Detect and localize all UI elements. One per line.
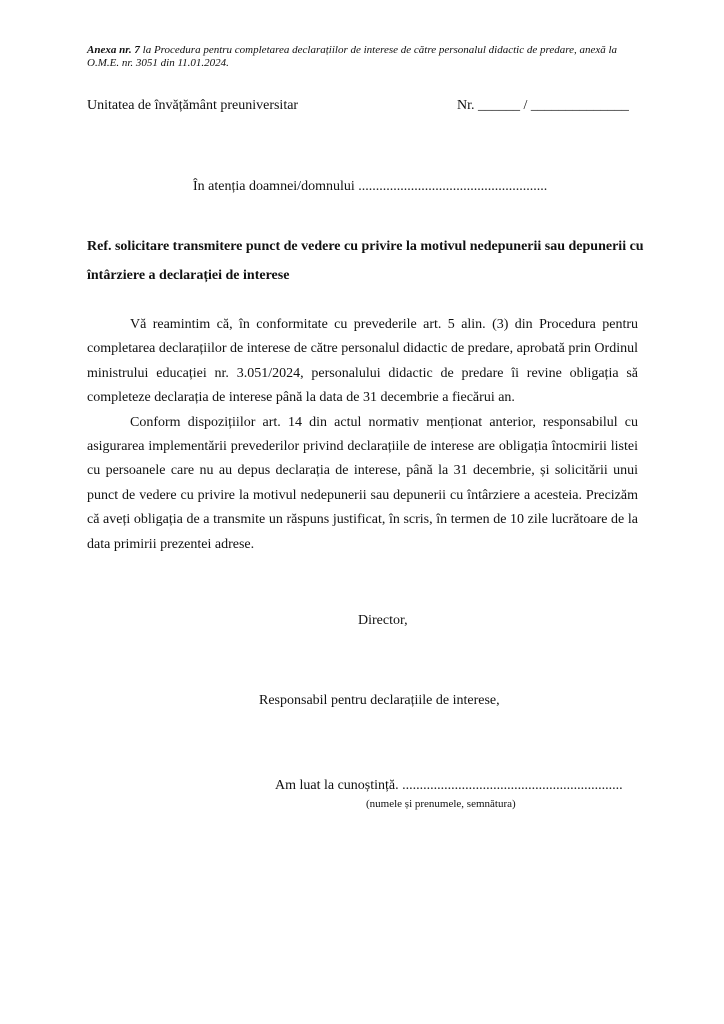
acknowledgement-line: Am luat la cunoștință. ............................................................... <box>275 778 623 793</box>
annex-text: la Procedura pentru completarea declarațiilor de interese de către personalul didactic de predare, anexă la O.M.E. nr. 3051 din 11.01.2024. <box>87 44 618 69</box>
director-signature: Director, <box>358 613 408 628</box>
header-line <box>87 97 637 115</box>
attention-line: În atenția doamnei/domnului ...................................................... <box>193 179 548 194</box>
registration-number: Nr. ______ / ______________ <box>457 98 629 113</box>
acknowledgement-note: (numele și prenumele, semnătura) <box>366 798 516 810</box>
paragraph: Conform dispozițiilor art. 14 din actul normativ menționat anterior, responsabilul cu asigurarea implementării prevederilor privind declarațiile de interese are obligația întocmirii listei cu persoanele care nu au depus declarația de interese, până la 31 decembrie, și solicitării unui punct de vedere cu privire la motivul nedepunerii sau depunerii cu întârziere a acesteia. Precizăm că aveți obligația de a transmite un răspuns justificat, în scris, în termen de 10 zile lucrătoare de la data primirii prezentei adrese. <box>87 414 638 552</box>
school-unit-label: Unitatea de învățământ preuniversitar <box>87 98 299 113</box>
paragraph: Vă reamintim că, în conformitate cu prevederile art. 5 alin. (3) din Procedura pentru completarea declarațiilor de interese de către personalul didactic de predare, aprobată prin Ordinul ministrului educației nr. 3.051/2024, personalului didactic de predare îi revine obligația să completeze declarația de interese până la data de 31 decembrie a fiecărui an. <box>87 317 638 406</box>
letter-body <box>87 313 638 557</box>
responsible-signature: Responsabil pentru declarațiile de interese, <box>259 693 500 708</box>
annex-note <box>87 44 647 70</box>
annex-label: Anexa nr. 7 <box>87 44 140 56</box>
reference-subject: Ref. solicitare transmitere punct de vedere cu privire la motivul nedepunerii sau depunerii cu întârziere a declarației de interese <box>87 239 644 283</box>
